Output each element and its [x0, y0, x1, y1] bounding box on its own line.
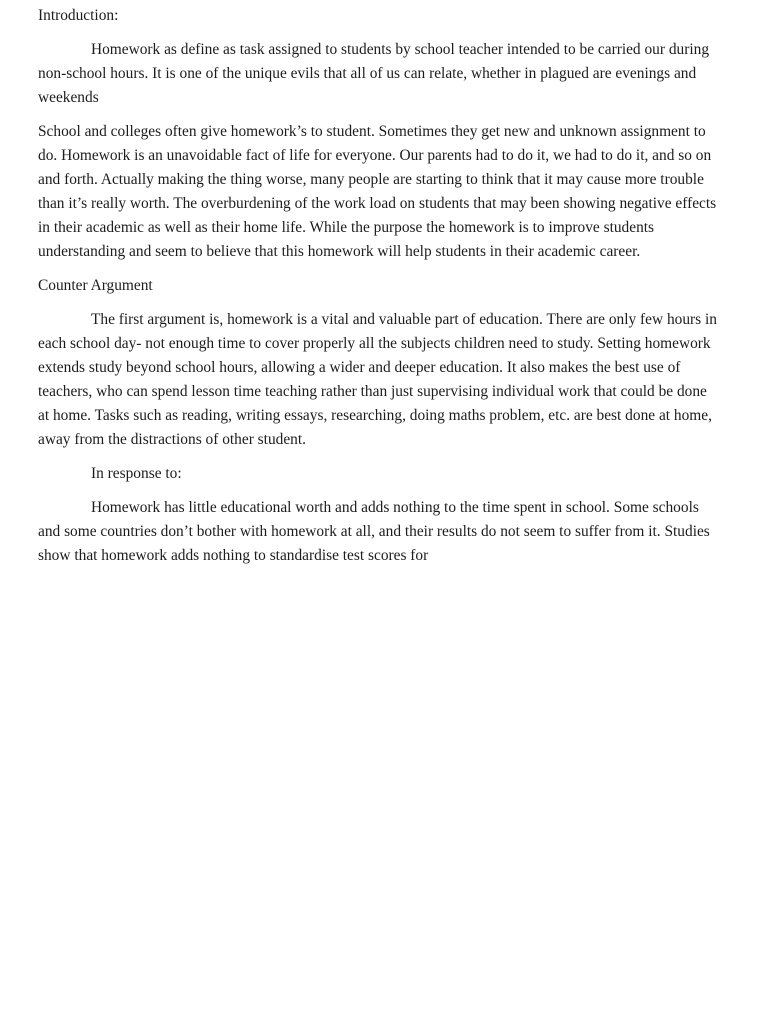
document-body	[38, 4, 720, 578]
counter-argument-paragraph: The first argument is, homework is a vital and valuable part of education. There are only few hours in each school day- not enough time to cover properly all the subjects children need to study. Setting homework extends study beyond school hours, allowing a wider and deeper education. It also makes the best use of teachers, who can spend lesson time teaching rather than just supervising individual work that could be done at home. Tasks such as reading, writing essays, researching, doing maths problem, etc. are best done at home, away from the distractions of other student.	[38, 311, 717, 448]
counter-argument-heading: Counter Argument	[38, 277, 153, 294]
response-paragraph: Homework has little educational worth and adds nothing to the time spent in school. Some schools and some countries don’t bother with homework at all, and their results do not seem to suffer from it. Studies show that homework adds nothing to standardise test scores for	[38, 499, 710, 564]
introduction-heading: Introduction:	[38, 7, 119, 24]
body-paragraph: School and colleges often give homework’s to student. Sometimes they get new and unknown assignment to do. Homework is an unavoidable fact of life for everyone. Our parents had to do it, we had to do it, and so on and forth. Actually making the thing worse, many people are starting to think that it may cause more trouble than it’s really worth. The overburdening of the work load on students that may been showing negative effects in their academic as well as their home life. While the purpose the homework is to improve students understanding and seem to believe that this homework will help students in their academic career.	[38, 123, 717, 260]
response-heading: In response to:	[91, 465, 182, 482]
introduction-paragraph: Homework as define as task assigned to students by school teacher intended to be carried our during non-school hours. It is one of the unique evils that all of us can relate, whether in plagued are evenings and weekends	[38, 41, 710, 106]
